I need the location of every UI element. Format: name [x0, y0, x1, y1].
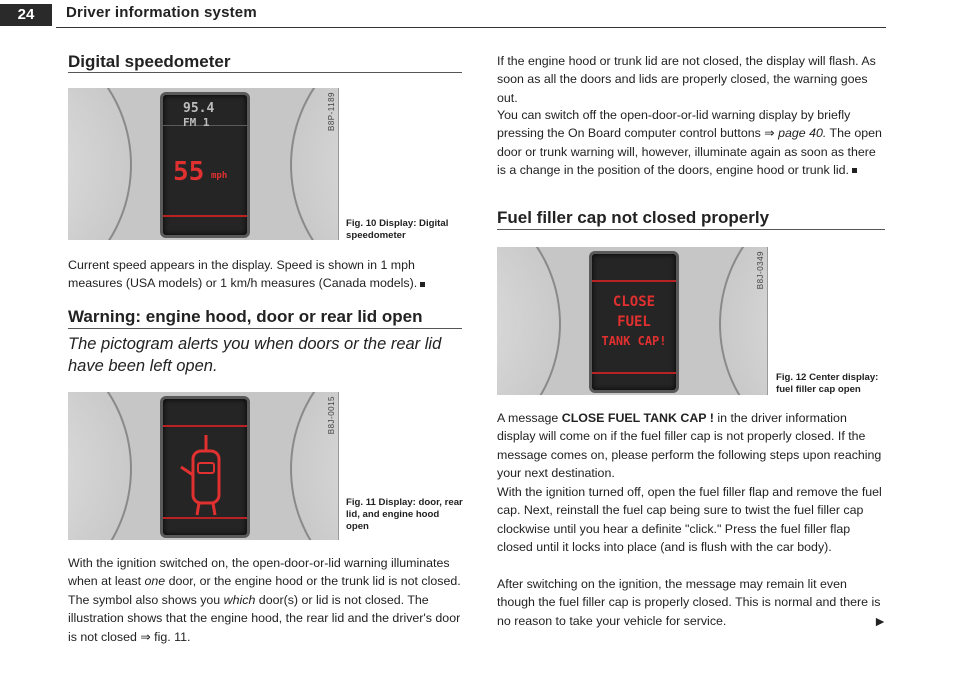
lcd-speed-value: 55: [173, 157, 205, 187]
lcd-line-fuel: FUEL: [617, 314, 651, 330]
warning-body: With the ignition switched on, the open-door-or-lid warning illuminates when at least one door, or the engine hood or the trunk lid is not closed. The symbol also shows you which door(s) or lid is not closed. The illustration shows that the engine hood, the rear lid and the driver's door is not closed ⇒ fig. 11.: [68, 556, 461, 644]
gauge-left: [68, 88, 132, 240]
page-header: [0, 0, 960, 28]
section-title: Driver information system: [66, 4, 257, 21]
heading-warning: Warning: engine hood, door or rear lid open: [68, 307, 423, 326]
figure-door-warning: [68, 392, 339, 540]
fuel-steps-paragraph: With the ignition turned off, open the fuel filler flap and remove the fuel cap. Next, reinstall the fuel cap being sure to twist the fuel filler cap clockwise until you hear a definite "click." Press the fuel filler flap closed until it locks into place (and is flush with the car body).: [497, 485, 882, 555]
heading-rule: [68, 72, 462, 73]
ref-arrow-icon: ⇒: [764, 125, 775, 141]
lcd-display: [160, 396, 250, 538]
gauge-left: [497, 247, 561, 395]
page-number: 24: [0, 4, 52, 26]
heading-rule: [68, 328, 462, 329]
caption-label: Fig. 12: [776, 372, 807, 383]
header-rule: [56, 27, 886, 28]
figure-code: B8J-0015: [327, 396, 336, 435]
heading-rule: [497, 229, 885, 230]
lcd-speed-unit: mph: [211, 171, 228, 181]
lcd-display: [160, 92, 250, 238]
figure-digital-speedometer: [68, 88, 339, 240]
caption-text: Display: door, rear lid, and engine hood open: [346, 497, 463, 532]
continue-arrow-icon: ►: [873, 612, 887, 629]
lcd-line-tank-cap: TANK CAP!: [601, 334, 667, 348]
page-reference-link[interactable]: page 40.: [778, 126, 827, 141]
warning-intro: The pictogram alerts you when doors or the rear lid have been left open.: [68, 335, 442, 375]
caption-text: Display: Digital speedometer: [346, 218, 449, 241]
caption-label: Fig. 11: [346, 497, 376, 508]
gauge-left: [68, 392, 132, 540]
figure-reference-link[interactable]: fig. 11.: [154, 629, 191, 644]
fuel-after-paragraph: After switching on the ignition, the message may remain lit even though the fuel filler cap is properly closed. This is normal and there is no reason to take your vehicle for service. ►: [497, 577, 887, 629]
end-mark: [852, 168, 857, 173]
figure-fuel-cap: [497, 247, 768, 395]
caption-fig-11: [346, 497, 464, 533]
figure-code: B8P-1189: [327, 92, 336, 131]
lcd-line-close: CLOSE: [612, 294, 656, 310]
caption-text: Center display: fuel filler cap open: [776, 372, 879, 395]
end-mark: [420, 282, 425, 287]
message-text: CLOSE FUEL TANK CAP !: [561, 411, 714, 425]
figure-code: B8J-0349: [756, 251, 765, 290]
caption-fig-12: [776, 372, 888, 396]
speedo-body: Current speed appears in the display. Speed is shown in 1 mph measures (USA models) or 1 km/h measures (Canada models).: [68, 256, 462, 293]
heading-digital-speedometer: Digital speedometer: [68, 52, 231, 71]
caption-fig-10: [346, 218, 464, 242]
car-open-doors-icon: [163, 399, 247, 535]
flash-paragraph: If the engine hood or trunk lid are not closed, the display will flash. As soon as all the doors and lids are properly closed, the warning goes out.: [497, 54, 876, 105]
ref-arrow-icon: ⇒: [140, 628, 151, 644]
switch-off-paragraph: You can switch off the open-door-or-lid warning display by briefly pressing the On Board computer control buttons ⇒ page 40. The open door or trunk warning will, however, illuminate again as soon as there is a change in the position of the doors, engine hood or trunk lid.: [497, 108, 882, 178]
lcd-radio-band: FM 1: [183, 116, 210, 129]
lcd-radio-frequency: 95.4: [183, 101, 215, 116]
heading-fuel-cap: Fuel filler cap not closed properly: [497, 208, 770, 227]
caption-label: Fig. 10: [346, 218, 377, 229]
fuel-message-paragraph: A message CLOSE FUEL TANK CAP ! in the driver information display will come on if the fuel filler cap is not properly closed. If the message comes on, please perform the following steps upon reaching your next destination.: [497, 411, 882, 481]
lcd-display: [589, 251, 679, 393]
